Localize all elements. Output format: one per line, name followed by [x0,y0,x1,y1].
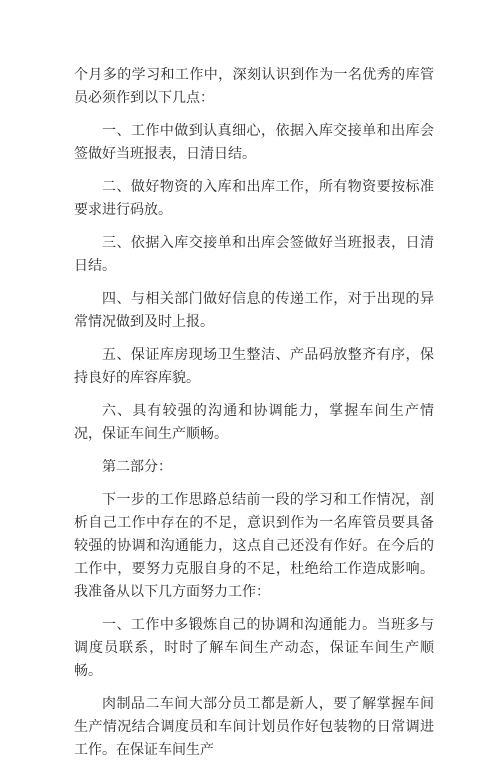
paragraph-plan-detail: 肉制品二车间大部分员工都是新人，要了解掌握车间生产情况结合调度员和车间计划员作好包装物的日常调进工作。在保证车间生产 [74,696,434,758]
paragraph-plan-1: 一、工作中多锻炼自己的协调和沟通能力。当班多与调度员联系，时时了解车间生产动态，保证车间生产顺畅。 [74,617,434,679]
paragraph-point-1: 一、工作中做到认真细心，依据入库交接单和出库会签做好当班报表，日清日结。 [74,123,434,162]
paragraph-point-5: 五、保证库房现场卫生整洁、产品码放整齐有序，保持良好的库容库貌。 [74,347,434,386]
paragraph-intro: 个月多的学习和工作中，深刻认识到作为一名优秀的库管员必须作到以下几点： [74,67,434,106]
paragraph-point-3: 三、依据入库交接单和出库会签做好当班报表，日清日结。 [74,235,434,274]
paragraph-next-steps: 下一步的工作思路总结前一段的学习和工作情况，剖析自己工作中存在的不足，意识到作为一名库管员要具备较强的协调和沟通能力，这点自己还没有作好。在今后的工作中，要努力克服自身的不足，杜绝给工作造成影响。我准备从以下几方面努力工作： [74,492,434,600]
paragraph-point-6: 六、具有较强的沟通和协调能力，掌握车间生产情况，保证车间生产顺畅。 [74,403,434,442]
document-page [74,64,434,772]
section-heading-part-two: 第二部分： [102,459,172,475]
paragraph-point-4: 四、与相关部门做好信息的传递工作，对于出现的异常情况做到及时上报。 [74,291,434,330]
paragraph-point-2: 二、做好物资的入库和出库工作，所有物资要按标准要求进行码放。 [74,179,434,218]
